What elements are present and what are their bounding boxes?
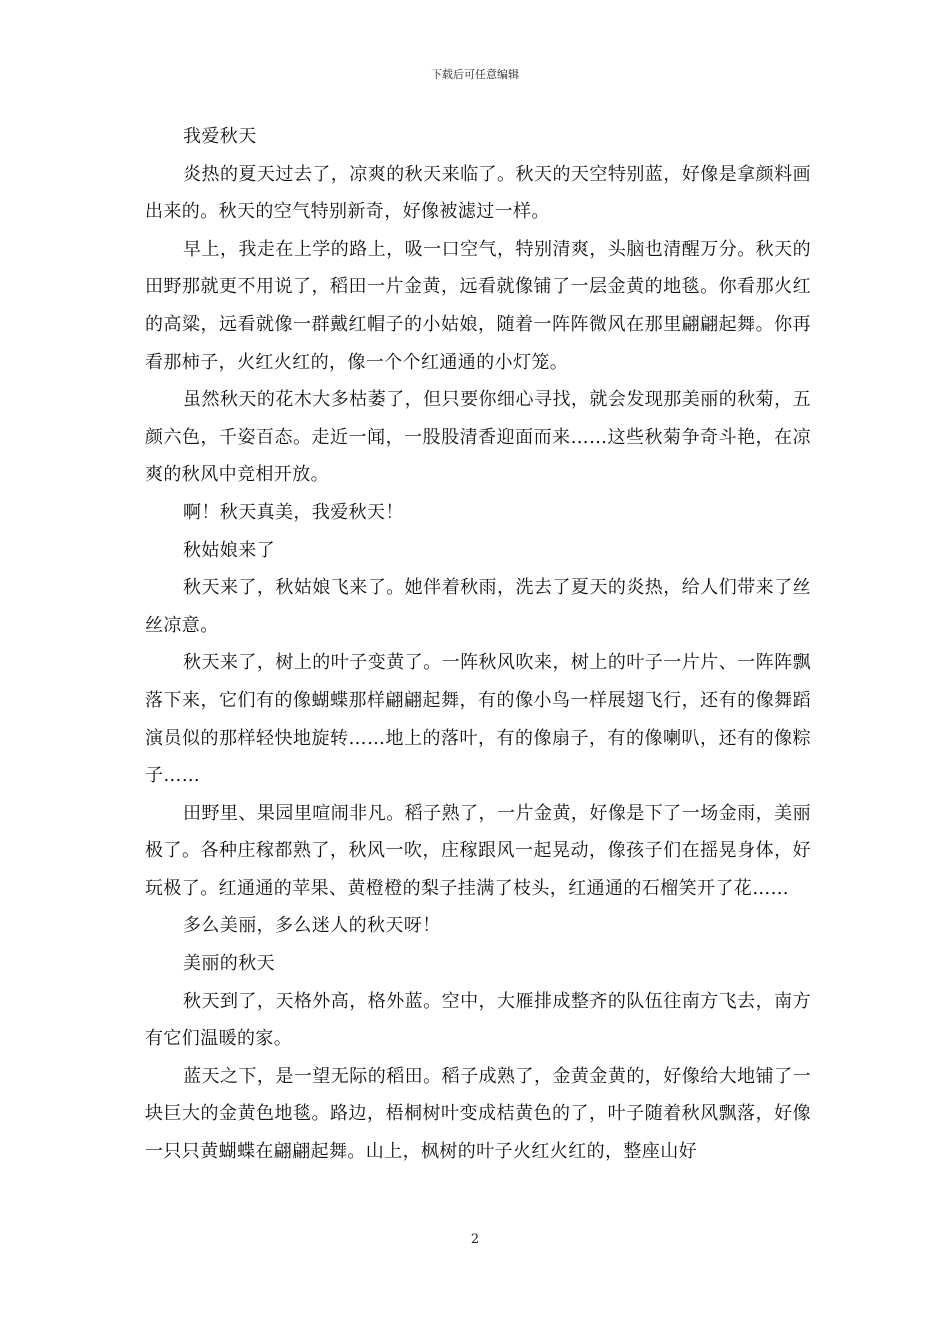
paragraph: 虽然秋天的花木大多枯萎了，但只要你细心寻找，就会发现那美丽的秋菊，五颜六色，千姿百态。走近一闻，一股股清香迎面而来……这些秋菊争奇斗艳，在凉爽的秋风中竞相开放。 (145, 389, 811, 486)
paragraph: 炎热的夏天过去了，凉爽的秋天来临了。秋天的天空特别蓝，好像是拿颜料画出来的。秋天的空气特别新奇，好像被滤过一样。 (145, 163, 811, 223)
paragraph: 蓝天之下，是一望无际的稻田。稻子成熟了，金黄金黄的，好像给大地铺了一块巨大的金黄色地毯。路边，梧桐树叶变成桔黄色的了，叶子随着秋风飘落，好像一只只黄蝴蝶在翩翩起舞。山上，枫树的叶子火红火红的，整座山好 (145, 1065, 811, 1163)
page-number: 2 (470, 1232, 480, 1247)
essay-title: 我爱秋天 (183, 126, 257, 147)
document-body (145, 118, 811, 1171)
paragraph: 多么美丽，多么迷人的秋天呀！ (183, 915, 441, 937)
essay-title: 秋姑娘来了 (183, 539, 275, 561)
page-header: 下载后可任意编辑 (431, 68, 519, 81)
paragraph: 秋天来了，秋姑娘飞来了。她伴着秋雨，洗去了夏天的炎热，给人们带来了丝丝凉意。 (145, 577, 811, 636)
essay-title: 美丽的秋天 (183, 953, 275, 975)
paragraph: 秋天到了，天格外高，格外蓝。空中，大雁排成整齐的队伍往南方飞去，南方有它们温暖的家。 (145, 990, 811, 1050)
paragraph: 秋天来了，树上的叶子变黄了。一阵秋风吹来，树上的叶子一片片、一阵阵飘落下来，它们有的像蝴蝶那样翩翩起舞，有的像小鸟一样展翅飞行，还有的像舞蹈演员似的那样轻快地旋转……地上的落叶，有的像扇子，有的像喇叭，还有的像粽子…… (145, 652, 811, 787)
paragraph: 啊！秋天真美，我爱秋天！ (183, 501, 404, 523)
paragraph: 早上，我走在上学的路上，吸一口空气，特别清爽，头脑也清醒万分。秋天的田野那就更不用说了，稻田一片金黄，远看就像铺了一层金黄的地毯。你看那火红的高粱，远看就像一群戴红帽子的小姑娘，随着一阵阵微风在那里翩翩起舞。你再看那柿子，火红火红的，像一个个红通通的小灯笼。 (145, 238, 811, 373)
paragraph: 田野里、果园里喧闹非凡。稻子熟了，一片金黄，好像是下了一场金雨，美丽极了。各种庄稼都熟了，秋风一吹，庄稼跟风一起晃动，像孩子们在摇晃身体，好玩极了。红通通的苹果、黄橙橙的梨子挂满了枝头，红通通的石榴笑开了花…… (145, 802, 811, 899)
